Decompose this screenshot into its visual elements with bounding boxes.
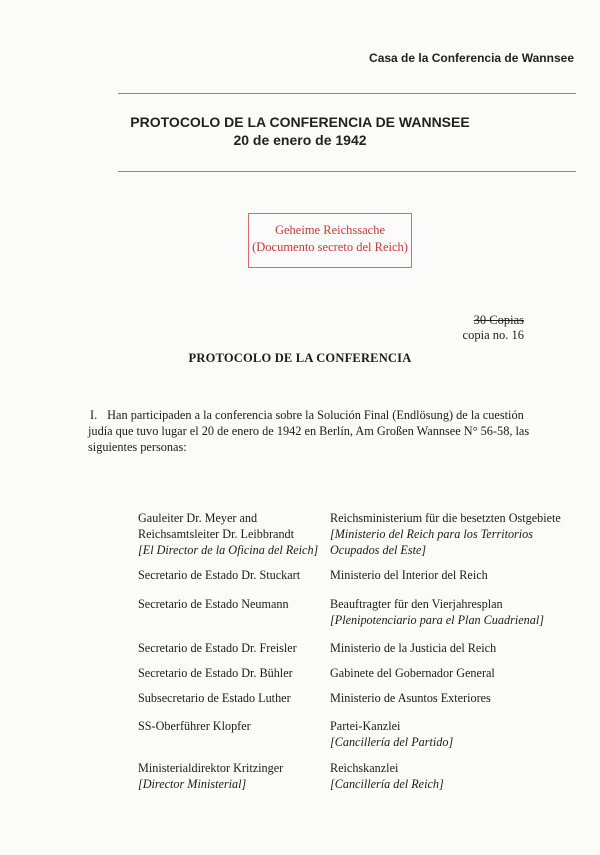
text-line: SS-Oberführer Klopfer [138,719,251,733]
participant-name [138,567,328,583]
participant-organization [330,760,575,792]
text-line: Secretario de Estado Dr. Stuckart [138,568,301,582]
participant-organization [330,567,575,583]
stamp-line-1: Geheime Reichssache [274,223,386,237]
participant-name [138,510,328,558]
text-line: Ministerio de Asuntos Exteriores [330,691,491,705]
copies-note [463,313,524,343]
participant-organization [330,718,575,750]
text-line: Gabinete del Gobernador General [330,666,495,680]
participant-name [138,596,328,612]
section-title: PROTOCOLO DE LA CONFERENCIA [188,351,412,365]
participant-organization [330,510,575,558]
document-title [0,113,600,149]
title-line-1: PROTOCOLO DE LA CONFERENCIA DE WANNSEE [130,114,470,130]
participant-name [138,665,328,681]
participant-name [138,640,328,656]
bottom-divider [118,171,576,172]
text-line: [Cancillería del Reich] [330,777,444,791]
text-line: Secretario de Estado Dr. Bühler [138,666,293,680]
participant-name [138,760,328,792]
title-date: 20 de enero de 1942 [233,132,367,148]
text-line: Gauleiter Dr. Meyer and [138,511,258,525]
text-line: [Plenipotenciario para el Plan Cuadrienal] [330,613,544,627]
stamp-line-2: (Documento secreto del Reich) [252,240,408,254]
text-line: [Ministerio del Reich para los Territorios [330,527,534,541]
text-line: Reichskanzlei [330,761,399,775]
text-line: Secretario de Estado Neumann [138,597,289,611]
text-line: Partei-Kanzlei [330,719,401,733]
participant-name [138,718,328,734]
text-line: Subsecretario de Estado Luther [138,691,291,705]
secret-stamp [248,213,412,268]
participant-organization [330,665,575,681]
text-line: Ministerio de la Justicia del Reich [330,641,497,655]
text-line: Reichsministerium für die besetzten Ostgebiete [330,511,561,525]
text-line: Ocupados del Este] [330,543,427,557]
participant-organization [330,690,575,706]
participant-organization [330,640,575,656]
text-line: Beauftragter für den Vierjahresplan [330,597,503,611]
text-line: [El Director de la Oficina del Reich] [138,543,319,557]
participant-organization [330,596,575,628]
copies-total: 30 Copias [473,313,524,327]
text-line: Ministerio del Interior del Reich [330,568,488,582]
text-line: [Cancillería del Partido] [330,735,454,749]
top-divider [118,93,576,94]
participant-name [138,690,328,706]
text-line: Secretario de Estado Dr. Freisler [138,641,297,655]
text-line: Ministerialdirektor Kritzinger [138,761,284,775]
paragraph-number: I. [90,408,98,422]
institution-header: Casa de la Conferencia de Wannsee [369,51,574,65]
text-line: Reichsamtsleiter Dr. Leibbrandt [138,527,295,541]
copy-number: copia no. 16 [462,328,524,342]
intro-text: Han participaden a la conferencia sobre la Solución Final (Endlösung) de la cuestión judía que tuvo lugar el 20 de enero de 1942 en Berlín, Am Großen Wannsee N° 56-58, las siguientes personas: [88,408,530,454]
intro-paragraph [88,407,548,455]
text-line: [Director Ministerial] [138,777,247,791]
